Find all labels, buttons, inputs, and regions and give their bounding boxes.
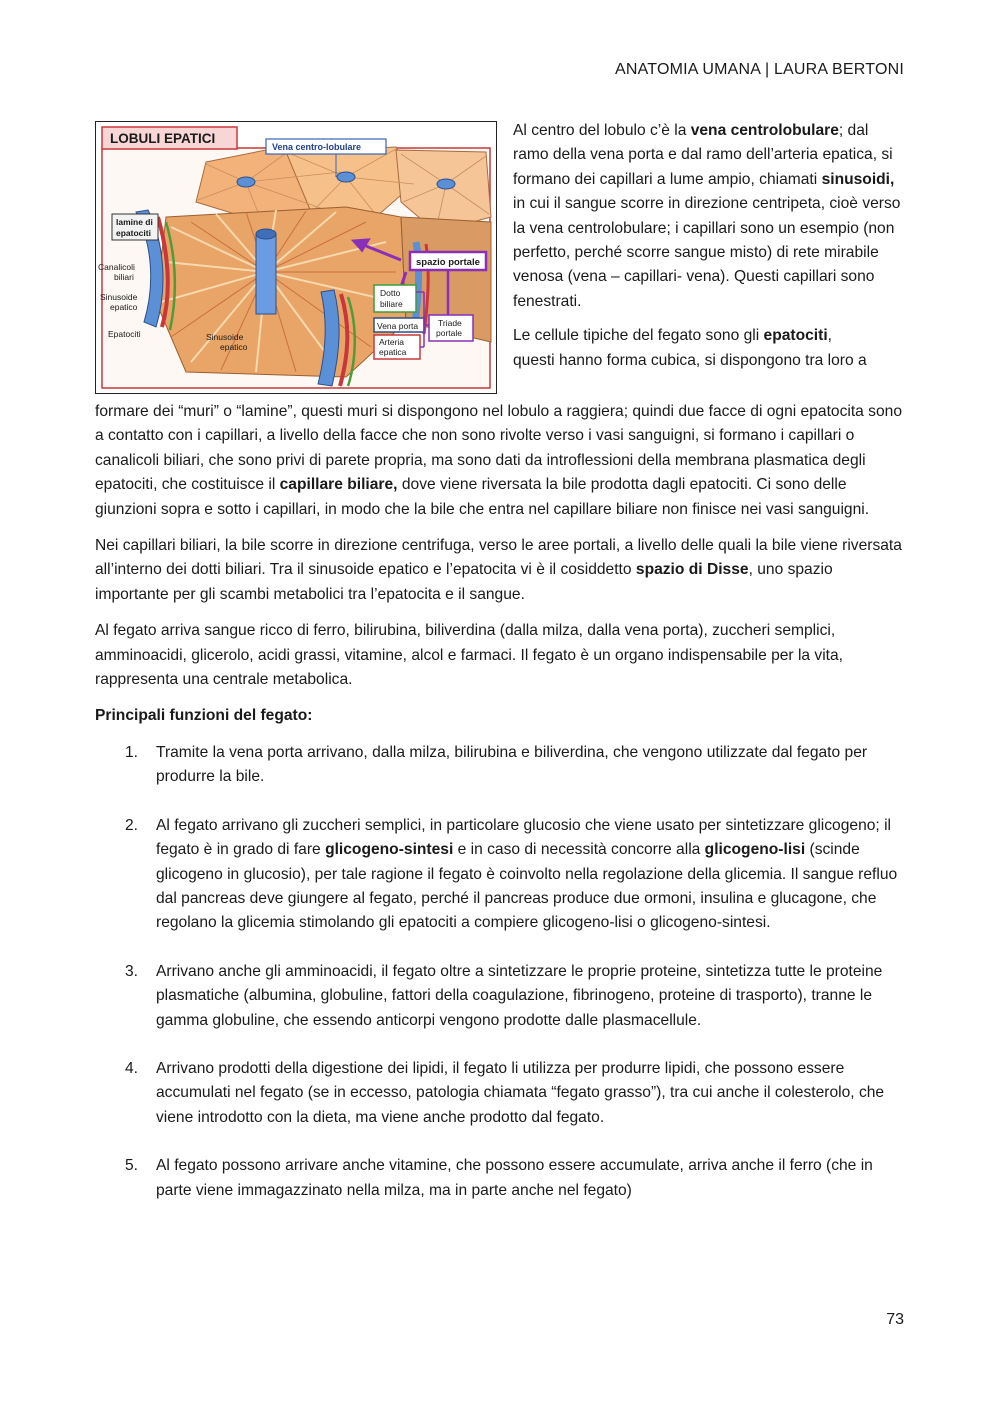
text-run: Arrivano anche gli amminoacidi, il fegato oltre a sintetizzare le proprie proteine, sintetizza tutte le proteine plasmatiche (albumina, globuline, fattori della coagulazione, fibrinogeno, proteine di trasporto), tranne le gamma globuline, che essendo anticorpi vengono prodotte dalle plasmacellule. <box>156 962 883 1029</box>
label-dotto-2: biliare <box>380 299 403 309</box>
text-run: questi hanno forma cubica, si dispongono tra loro a <box>513 351 867 369</box>
paragraph-epatociti-cont <box>95 400 905 522</box>
label-arteria-1: Arteria <box>379 337 405 347</box>
label-lamine-2: epatociti <box>116 228 151 238</box>
intro-column <box>513 119 905 373</box>
label-vena-centro-lobulare: Vena centro-lobulare <box>272 142 362 152</box>
label-sinusoide-bottom-1: Sinusoide <box>206 332 244 342</box>
label-epatociti: Epatociti <box>108 329 141 339</box>
list-number: 4. <box>125 1059 139 1077</box>
text-run: e in caso di necessità concorre alla <box>453 841 705 859</box>
text-run: Arrivano prodotti della digestione dei lipidi, il fegato li utilizza per produrre lipidi, che possono essere accumulati nel fegato (se in eccesso, patologia chiamata “fegato grasso”), tra cui anche il colesterolo, che viene introdotto con la dieta, ma viene anche prodotto dal fegato. <box>156 1059 885 1126</box>
term-glicogeno-sintesi: glicogeno-sintesi <box>325 841 454 859</box>
text-run: Tramite la vena porta arrivano, dalla milza, bilirubina e biliverdina, che vengono utilizzate dal fegato per produrre la bile. <box>156 743 868 786</box>
text-run: Al fegato possono arrivare anche vitamine, che possono essere accumulate, arriva anche il ferro (che in parte viene immagazzinato nella milza, ma in parte anche nel fegato) <box>156 1157 873 1199</box>
list-item <box>95 960 905 1033</box>
term-epatociti: epatociti <box>763 327 828 345</box>
paragraph-capillari-biliari <box>95 534 905 607</box>
text-run: , uno spazio importante per gli scambi metabolici tra l’epatocita e il sangue. <box>95 561 833 603</box>
list-number: 1. <box>125 743 139 761</box>
text-run: ; dal ramo della vena porta e dal ramo dell’arteria epatica, si formano dei capillari a lume ampio, chiamati <box>513 122 893 188</box>
term-glicogeno-lisi: glicogeno-lisi <box>704 841 806 859</box>
page-number: 73 <box>886 1311 904 1328</box>
label-spazio-portale: spazio portale <box>416 257 480 268</box>
list-item <box>95 1057 905 1130</box>
figure-title: LOBULI EPATICI <box>110 131 216 146</box>
label-lamine-1: lamine di <box>116 217 153 227</box>
list-item <box>95 741 905 790</box>
label-arteria-2: epatica <box>379 347 407 357</box>
label-sinusoide-left-1: Sinusoide <box>100 292 138 302</box>
text-run: , <box>827 327 833 345</box>
list-number: 3. <box>125 962 139 980</box>
text-run: (scinde glicogeno in glucosio), per tale ragione il fegato è coinvolto nella regolazione della glicemia. Il sangue refluo dal pancreas deve giungere al fegato, perché il pancreas produce due ormoni, insulina e glucagone, che regolano la glicemia stimolando gli epatociti a compiere glicogeno-lisi o glicogeno-sintesi. <box>156 841 898 932</box>
label-triade-2: portale <box>436 328 462 338</box>
section-heading: Principali funzioni del fegato: <box>95 707 313 725</box>
text-run: in cui il sangue scorre in direzione centripeta, cioè verso la vena centrolobulare; i capillari sono un esempio (non perfetto, perché scorre sangue misto) di rete mirabile venosa (vena – capillari- vena). Questi capillari sono fenestrati. <box>513 195 901 310</box>
label-vena-porta: Vena porta <box>377 321 419 331</box>
text-run: Al centro del lobulo c’è la <box>513 122 691 139</box>
functions-list <box>95 741 905 1203</box>
label-sinusoide-left-2: epatico <box>110 302 138 312</box>
list-number: 2. <box>125 816 139 834</box>
term-vena-centrolobulare: vena centrolobulare <box>690 122 839 139</box>
paragraph-sangue-fegato: Al fegato arriva sangue ricco di ferro, bilirubina, biliverdina (dalla milza, dalla vena porta), zuccheri semplici, amminoacidi, glicerolo, acidi grassi, vitamine, alcol e farmaci. Il fegato è un organo indispensabile per la vita, rappresenta una centrale metabolica. <box>95 622 844 689</box>
label-canalicoli-2: biliari <box>114 272 134 282</box>
label-dotto-1: Dotto <box>380 288 401 298</box>
text-run: dove viene riversata la bile prodotta dagli epatociti. Ci sono delle giunzioni sopra e sotto i capillari, in modo che la bile che entra nel capillare biliare non finisce nei vasi sanguigni. <box>95 476 870 518</box>
body-text <box>95 400 905 1227</box>
text-run: formare dei “muri” o “lamine”, questi muri si dispongono nel lobulo a raggiera; quindi due facce di ogni epatocita sono a contatto con i capillari, a livello della facce che non sono rivolte verso i vasi sanguigni, si formano i capillari o canalicoli biliari, che sono privi di parete propria, ma sono dati da introflessioni della membrana plasmatica degli epatociti, che costituisce il <box>95 403 902 494</box>
label-sinusoide-bottom-2: epatico <box>220 342 248 352</box>
term-spazio-di-disse: spazio di Disse <box>635 561 749 579</box>
page-header: ANATOMIA UMANA | LAURA BERTONI <box>614 61 904 78</box>
list-item <box>95 814 905 936</box>
text-run: Nei capillari biliari, la bile scorre in direzione centrifuga, verso le aree portali, a livello delle quali la bile viene riversata all’interno dei dotti biliari. Tra il sinusoide epatico e l’epatocita vi è il cosiddetto <box>95 537 902 579</box>
label-triade-1: Triade <box>438 318 462 328</box>
term-capillare-biliare: capillare biliare, <box>279 476 398 494</box>
list-number: 5. <box>125 1157 139 1175</box>
intro-paragraph-1 <box>513 119 905 314</box>
intro-paragraph-2-start <box>513 324 905 373</box>
text-run: Le cellule tipiche del fegato sono gli <box>513 327 764 345</box>
list-item <box>95 1154 905 1203</box>
liver-lobule-figure <box>95 121 497 394</box>
term-sinusoidi: sinusoidi, <box>821 170 895 188</box>
text-run: Al fegato arrivano gli zuccheri semplici, in particolare glucosio che viene usato per sintetizzare glicogeno; il fegato è in grado di fare <box>156 816 892 859</box>
label-canalicoli-1: Canalicoli <box>98 262 135 272</box>
